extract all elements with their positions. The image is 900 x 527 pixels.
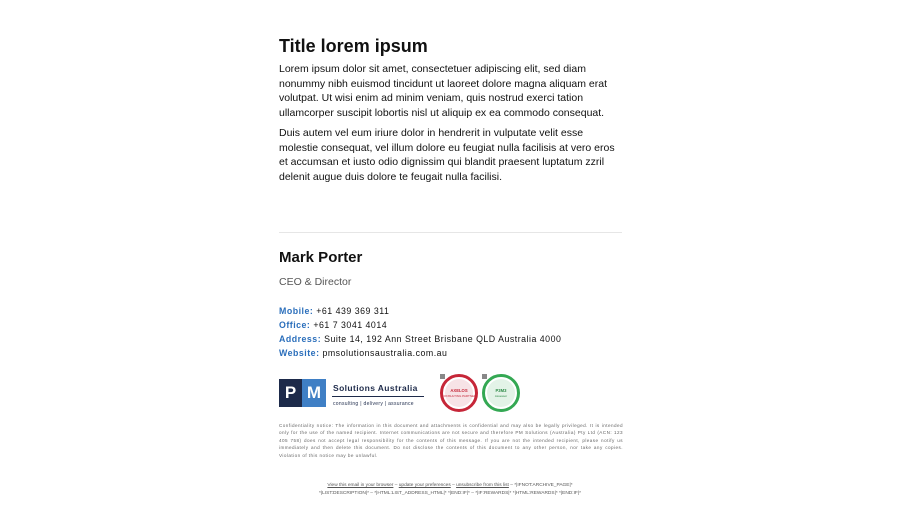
contact-mobile	[279, 306, 389, 317]
pm-logo-rule	[332, 396, 424, 397]
contact-website-label: Website:	[279, 348, 320, 358]
axelos-badge-label: AXELOS	[450, 388, 468, 393]
section-divider	[279, 232, 622, 233]
footer-line-1	[0, 482, 900, 490]
p3m3-badge-inner	[487, 379, 515, 407]
axelos-partner-badge	[440, 374, 478, 412]
footer-separator: –	[393, 483, 399, 488]
footer-merge-tag: – *|IFNOT:ARCHIVE_PAGE|*	[508, 483, 573, 488]
logo-row	[279, 372, 623, 416]
badge-corner-mark	[440, 374, 445, 379]
pm-logo-letter-p: P	[279, 379, 302, 407]
contact-office	[279, 320, 387, 331]
contact-address	[279, 334, 561, 345]
pm-logo-name: Solutions Australia	[333, 383, 418, 393]
p3m3-badge-sub: Assessor	[494, 394, 508, 398]
pm-logo-letter-m: M	[302, 379, 326, 407]
pm-logo-tagline: consulting | delivery | assurance	[333, 401, 414, 407]
contact-office-value[interactable]: +61 7 3041 4014	[313, 320, 388, 330]
badge-corner-mark	[482, 374, 487, 379]
email-title: Title lorem ipsum	[279, 36, 428, 56]
p3m3-badge-label: P3M3	[495, 388, 507, 393]
axelos-badge-inner	[441, 379, 477, 407]
unsubscribe-link[interactable]: unsubscribe from this list	[456, 483, 509, 488]
pm-logo-mark[interactable]	[279, 379, 326, 407]
contact-website	[279, 348, 447, 359]
confidentiality-notice: Confidentiality notice: The information in this document and attachments is confidential and may also be legally privileged. It is intended only for the use of the named recipient. Internet communications are not secure and therefore PM Solutions (Australia) Pty Ltd (ACN: 123 405 758) does not accept legal responsibility for the contents of this message. If you are not the intended recipient, please notify us immediately and then delete this document. Do not disclose the contents of this document to any other person, nor take any copies. Violation of this notice may be unlawful.	[279, 423, 623, 458]
contact-address-value: Suite 14, 192 Ann Street Brisbane QLD Australia 4000	[324, 334, 562, 344]
contact-website-link[interactable]: pmsolutionsaustralia.com.au	[322, 348, 448, 358]
footer-separator: –	[450, 483, 457, 488]
axelos-badge-sub: CONSULTING PARTNER	[441, 394, 477, 398]
update-preferences-link[interactable]: update your preferences	[398, 483, 451, 488]
body-paragraph-1: Lorem ipsum dolor sit amet, consectetuer adipiscing elit, sed diam nonummy nibh euismod tincidunt ut laoreet dolore magna aliquam erat volutpat. Ut wisi enim ad minim veniam, quis nostrud exerci tation ullamcorper suscipit lobortis nisl ut aliquip ex ea commodo consequat.	[279, 63, 608, 119]
body-paragraph-2: Duis autem vel eum iriure dolor in hendrerit in vulputate velit esse molestie consequat, vel illum dolore eu feugiat nulla facilisis at vero eros et accumsan et iusto odio dignissim qui blandit praesent luptatum zzril delenit augue duis dolore te feugait nulla facilisi.	[279, 127, 615, 183]
email-footer	[0, 482, 900, 498]
contact-mobile-label: Mobile:	[279, 306, 314, 316]
signature-role: CEO & Director	[279, 276, 352, 288]
signature-name: Mark Porter	[279, 249, 363, 266]
view-in-browser-link[interactable]: View this email in your browser	[327, 483, 394, 488]
footer-line-2: *|LIST:DESCRIPTION|* – *|HTML:LIST_ADDRESS_HTML|* *|END:IF|* – *|IF:REWARDS|* *|HTML:REWARDS|* *|END:IF|*	[319, 491, 581, 496]
contact-office-label: Office:	[279, 320, 311, 330]
contact-address-label: Address:	[279, 334, 322, 344]
contact-mobile-value[interactable]: +61 439 369 311	[316, 306, 390, 316]
p3m3-assessor-badge	[482, 374, 520, 412]
